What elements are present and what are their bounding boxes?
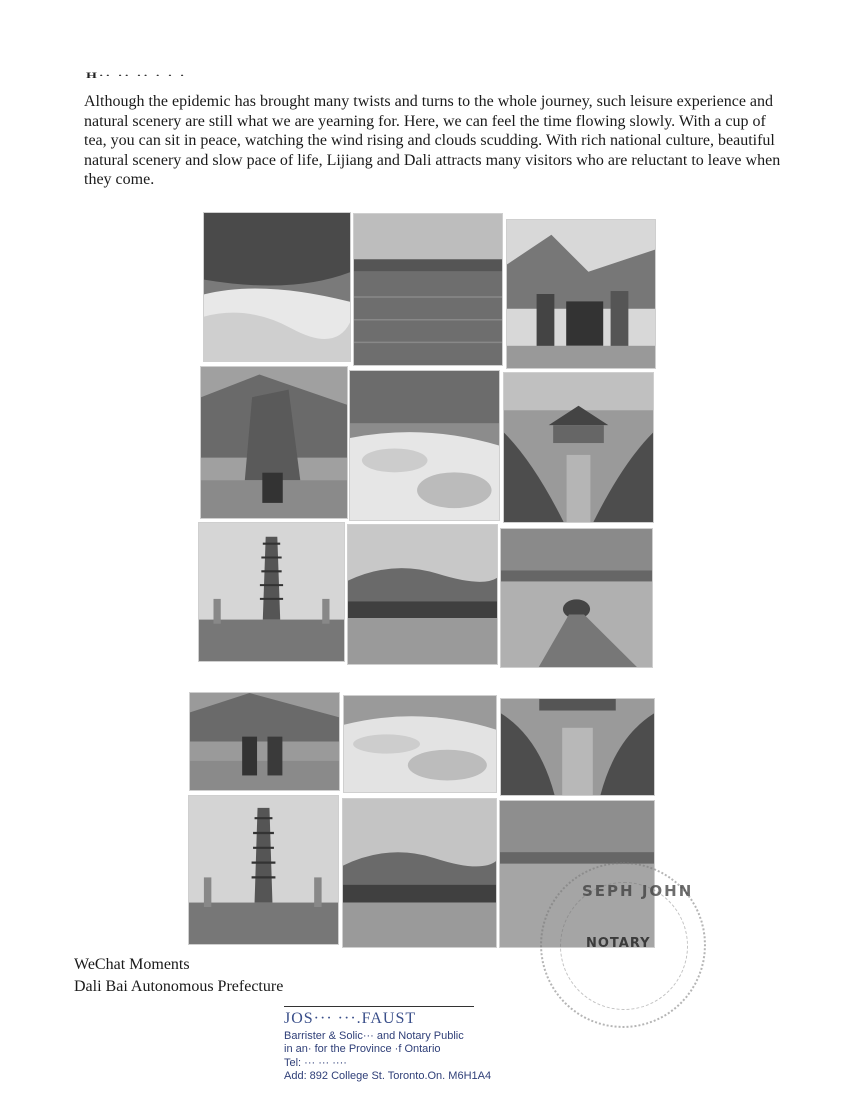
photo-pagoda-2 [188, 795, 339, 945]
photo-terraced-pools-2 [343, 695, 497, 793]
photo-temple-hill [503, 372, 654, 523]
notary-jurisdiction: in an· for the Province ·f Ontario [284, 1043, 441, 1055]
photo-lakeside [353, 213, 503, 366]
photo-pagoda [198, 522, 345, 662]
caption-source: WeChat Moments [74, 956, 190, 973]
notary-title: Barrister & Solic··· and Notary Public [284, 1030, 464, 1042]
photo-waterfall [203, 212, 351, 362]
photo-monument-2 [189, 692, 340, 791]
photo-monument [200, 366, 348, 519]
notary-seal [540, 862, 706, 1028]
photo-lakeside-town-2 [342, 798, 497, 948]
body-paragraph: Although the epidemic has brought many twists and turns to the whole journey, such leisure experience and natural scenery are still what we are yearning for. Here, we can feel the time flowing slowly. With a cup of tea, you can sit in peace, watching the wind rising and clouds scudding. With rich national culture, beautiful natural scenery and slow pace of life, Lijiang and Dali attracts many visitors who are reluctant to leave when they come. [84, 93, 781, 188]
notary-name: JOS··· ···.FAUST [284, 1010, 417, 1027]
photo-temple-path [500, 698, 655, 796]
photo-terraced-pools [349, 370, 500, 521]
partial-heading: H·· ·· ·· · · · [86, 71, 187, 81]
notary-address: Add: 892 College St. Toronto.On. M6H1A4 [284, 1070, 492, 1082]
photo-scenic-marker [506, 219, 656, 369]
signature-line [284, 1006, 474, 1007]
photo-lake-island [500, 528, 653, 668]
notary-seal-name: SEPH JOHN [582, 882, 694, 900]
notary-phone: Tel: ··· ··· ···· [284, 1057, 347, 1069]
notary-seal-label: NOTARY [586, 936, 651, 951]
photo-lakeside-town [347, 524, 498, 665]
caption-location: Dali Bai Autonomous Prefecture [74, 978, 284, 995]
